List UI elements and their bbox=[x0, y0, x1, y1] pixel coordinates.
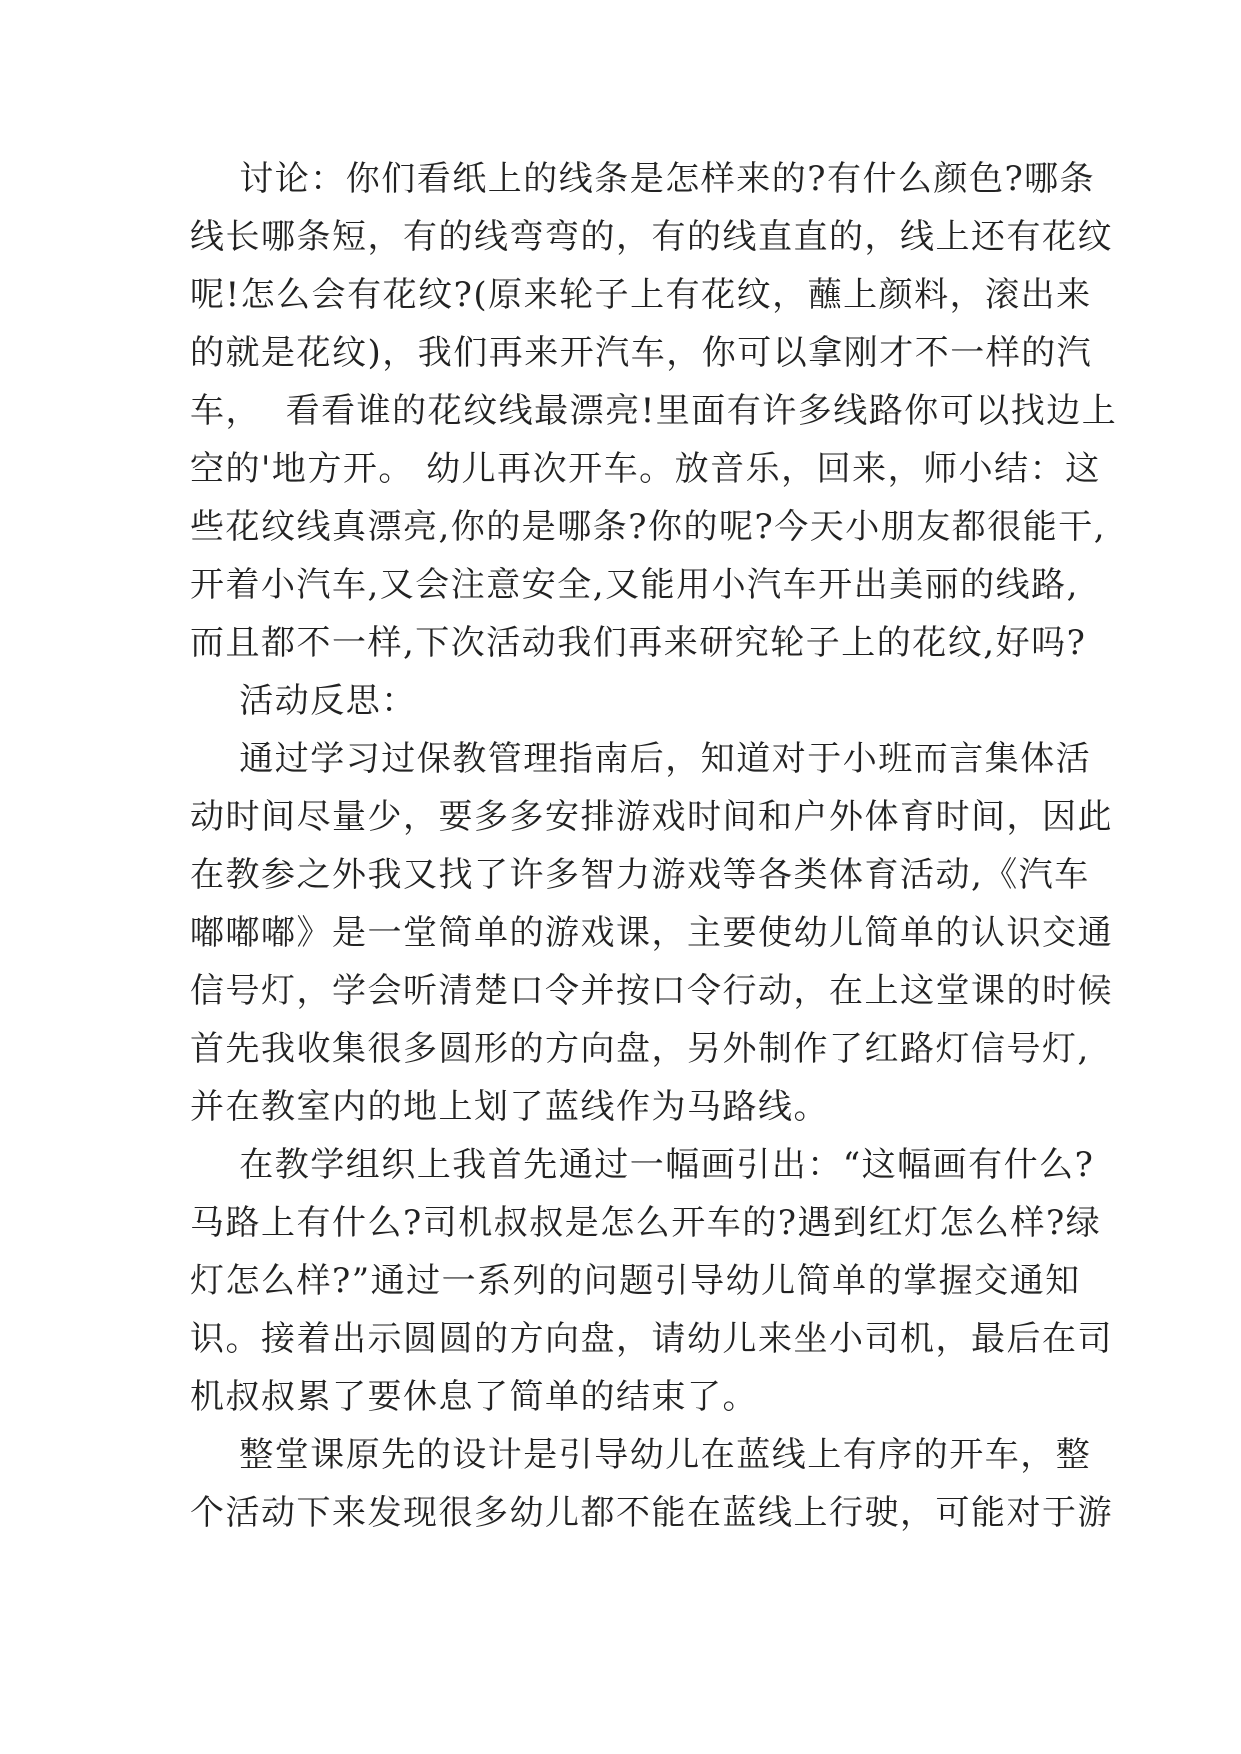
text-line-9: 而且都不一样,下次活动我们再来研究轮子上的花纹,好吗? bbox=[190, 623, 1087, 663]
text-line-8: 开着小汽车,又会注意安全,又能用小汽车开出美丽的线路, bbox=[190, 565, 1079, 605]
text-line-12: 动时间尽量少，要多多安排游戏时间和户外体育时间，因此 bbox=[190, 797, 1113, 837]
text-line-6: 空的'地方开。 幼儿再次开车。放音乐，回来，师小结：这 bbox=[190, 449, 1101, 489]
text-line-24: 个活动下来发现很多幼儿都不能在蓝线上行驶，可能对于游 bbox=[190, 1493, 1113, 1533]
text-line-21: 识。接着出示圆圆的方向盘，请幼儿来坐小司机，最后在司 bbox=[190, 1319, 1113, 1359]
text-line-19: 马路上有什么?司机叔叔是怎么开车的?遇到红灯怎么样?绿 bbox=[190, 1203, 1102, 1243]
text-line-2: 线长哪条短，有的线弯弯的，有的线直直的，线上还有花纹 bbox=[190, 217, 1113, 257]
section-heading: 活动反思： bbox=[190, 681, 417, 721]
text-line-5: 车， 看看谁的花纹线最漂亮!里面有许多线路你可以找边上 bbox=[190, 391, 1118, 431]
text-line-20: 灯怎么样?”通过一系列的问题引导幼儿简单的掌握交通知 bbox=[190, 1261, 1081, 1301]
document-body bbox=[190, 150, 1118, 1542]
text-line-18: 在教学组织上我首先通过一幅画引出：“这幅画有什么? bbox=[190, 1145, 1095, 1185]
text-line-1: 讨论：你们看纸上的线条是怎样来的?有什么颜色?哪条 bbox=[190, 159, 1096, 199]
text-line-22: 机叔叔累了要休息了简单的结束了。 bbox=[190, 1377, 758, 1417]
text-line-11: 通过学习过保教管理指南后，知道对于小班而言集体活 bbox=[190, 739, 1092, 779]
text-line-23: 整堂课原先的设计是引导幼儿在蓝线上有序的开车，整 bbox=[190, 1435, 1092, 1475]
text-line-14: 嘟嘟嘟》是一堂简单的游戏课，主要使幼儿简单的认识交通 bbox=[190, 913, 1113, 953]
text-line-3: 呢!怎么会有花纹?(原来轮子上有花纹，蘸上颜料，滚出来 bbox=[190, 275, 1092, 315]
text-line-4: 的就是花纹)，我们再来开汽车，你可以拿刚才不一样的汽 bbox=[190, 333, 1093, 373]
text-line-16: 首先我收集很多圆形的方向盘，另外制作了红路灯信号灯, bbox=[190, 1029, 1090, 1069]
text-line-17: 并在教室内的地上划了蓝线作为马路线。 bbox=[190, 1087, 829, 1127]
text-line-7: 些花纹线真漂亮,你的是哪条?你的呢?今天小朋友都很能干, bbox=[190, 507, 1107, 547]
text-line-13: 在教参之外我又找了许多智力游戏等各类体育活动,《汽车 bbox=[190, 855, 1090, 895]
text-line-15: 信号灯，学会听清楚口令并按口令行动，在上这堂课的时候 bbox=[190, 971, 1113, 1011]
